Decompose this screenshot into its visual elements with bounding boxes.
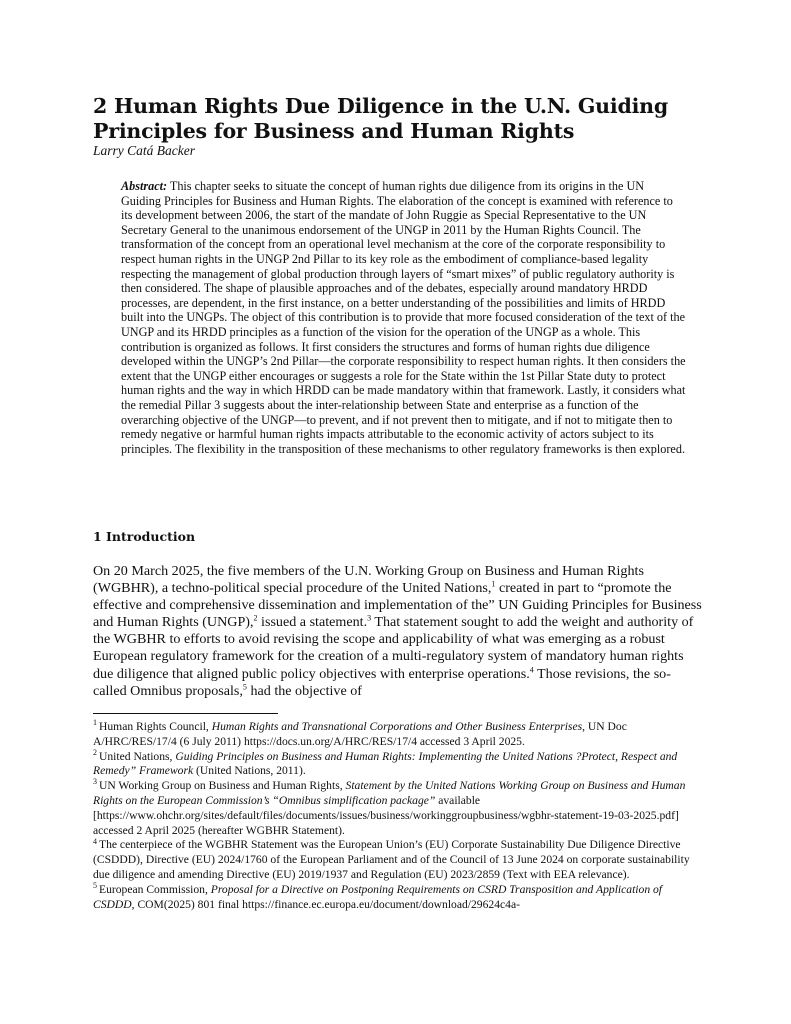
footnote-text: , COM(2025) 801 final https://finance.ec.europa.eu/document/download/29624c4a- <box>131 897 520 911</box>
footnote-ref-2[interactable]: 2 <box>253 613 258 623</box>
body-text-2: created in part to “promote the effective and comprehensive dissemination and implementation of the” UN Guiding Principles for Business and Human Rights (UNGP), <box>93 580 702 631</box>
chapter-title: 2 Human Rights Due Diligence in the U.N. Guiding Principles for Business and Human Rights <box>93 94 669 143</box>
abstract <box>121 179 687 456</box>
section-heading: 1 Introduction <box>93 529 196 544</box>
footnote-separator <box>93 713 278 714</box>
footnote-text: available [https://www.ohchr.org/sites/default/files/documents/issues/business/workinggroupbusiness/wgbhr-statement-19-03-2025.pdf] accessed 2 April 2025 (hereafter WGBHR Statement). <box>93 793 679 837</box>
footnote-text: United Nations, <box>99 749 176 763</box>
footnote-text: European Commission, <box>99 882 211 896</box>
footnote-number: 4 <box>93 836 97 846</box>
body-paragraph <box>93 563 703 700</box>
footnote-text: Human Rights Council, <box>99 720 212 733</box>
author-name: Larry Catá Backer <box>93 143 195 158</box>
footnote-number: 5 <box>93 880 97 890</box>
footnote-item <box>93 720 703 750</box>
footnote-italic: Statement by the United Nations Working Group on Business and Human Rights on the European Commission’s “Omnibus simplification package” <box>93 779 686 807</box>
footnote-item <box>93 838 703 882</box>
footnote-italic: Human Rights and Transnational Corporations and Other Business Enterprises <box>211 720 583 733</box>
footnote-ref-3[interactable]: 3 <box>367 613 372 623</box>
footnote-italic: Guiding Principles on Business and Human Rights: Implementing the United Nations ?Protect, Respect and Remedy” Framework <box>93 749 678 778</box>
footnote-text: , UN Doc A/HRC/RES/17/4 (6 July 2011) https://docs.un.org/A/HRC/RES/17/4 accessed 3 April 2025. <box>93 720 627 748</box>
footnote-number: 2 <box>93 747 97 757</box>
footnote-number: 3 <box>93 777 97 787</box>
footnote-item <box>93 880 703 913</box>
footnote-text: (United Nations, 2011). <box>193 764 306 778</box>
footnote-ref-4[interactable]: 4 <box>529 664 534 674</box>
abstract-text: This chapter seeks to situate the concept of human rights due diligence from its origins in the UN Guiding Principles for Business and Human Rights. The elaboration of the concept is examined with reference to its development between 2006, the start of the mandate of John Ruggie as Special Representative to the UN Secretary General to the unanimous endorsement of the UNGP in 2011 by the Human Rights Council. The transformation of the concept from an operational level mechanism at the core of the corporate responsibility to respect human rights in the UNGP 2nd Pillar to its key role as the embodiment of compliance-based legality respecting the management of global production through layers of “smart mixes” of public regulatory authority is then considered. The shape of plausible approaches and of the debates, especially around mandatory HRDD processes, are dependent, in the first instance, on a better understanding of the possibilities and limits of HRDD built into the UNGPs. The object of this contribution is to provide that more focused consideration of the text of the UNGP and its HRDD principles as a function of the vision for the operation of the UNGP as a whole. This contribution is organized as follows. It first considers the structures and forms of human rights due diligence developed within the UNGP’s 2nd Pillar—the corporate responsibility to respect human rights. It then considers the extent that the UNGP either encourages or suggests a role for the State within the 1st Pillar State duty to protect human rights and the way in which HRDD can be made mandatory within that framework. Lastly, it considers what the remedial Pillar 3 suggests about the inter-relationship between State and enterprise as a function of the overarching objective of the UNGP—to prevent, and if not prevent then to mitigate, and if not to mitigate then to remedy negative or harmful human rights impacts attributable to the economic activity of actors subject to its principles. The flexibility in the transposition of these mechanisms to other regulatory frameworks is then explored. <box>121 179 686 456</box>
footnote-item <box>93 747 703 780</box>
body-text-1: On 20 March 2025, the five members of the U.N. Working Group on Business and Human Rights (WGBHR), a techno-political special procedure of the United Nations, <box>93 563 644 597</box>
footnotes-list <box>93 720 703 912</box>
body-text-6: had the objective of <box>246 682 362 699</box>
body-text-3: issued a statement. <box>257 614 368 631</box>
footnote-text: The centerpiece of the WGBHR Statement was the European Union’s (EU) Corporate Sustainability Due Diligence Directive (CSDDD), Directive (EU) 2024/1760 of the European Parliament and of the Council of 13 June 2024 on corporate sustainability due diligence and amending Directive (EU) 2019/1937 and Regulation (EU) 2023/2859 (Text with EEA relevance). <box>93 838 690 881</box>
body-text-5: Those revisions, the so-called Omnibus proposals, <box>93 665 671 699</box>
footnote-italic: Proposal for a Directive on Postponing Requirements on CSRD Transposition and Application of CSDDD <box>93 882 663 911</box>
footnote-ref-1[interactable]: 1 <box>491 579 496 589</box>
footnote-text: UN Working Group on Business and Human Rights, <box>99 779 346 793</box>
footnote-ref-5[interactable]: 5 <box>242 681 247 691</box>
footnote-item <box>93 779 703 838</box>
footnote-number: 1 <box>93 718 97 728</box>
body-text-4: That statement sought to add the weight and authority of the WGBHR to efforts to avoid revising the scope and applicability of what was emerging as a robust European regulatory framework for the creation of a multi-regulatory system of mandatory human rights due diligence that aligned public policy objectives with enterprise operations. <box>93 614 694 682</box>
abstract-label: Abstract: <box>121 179 168 193</box>
